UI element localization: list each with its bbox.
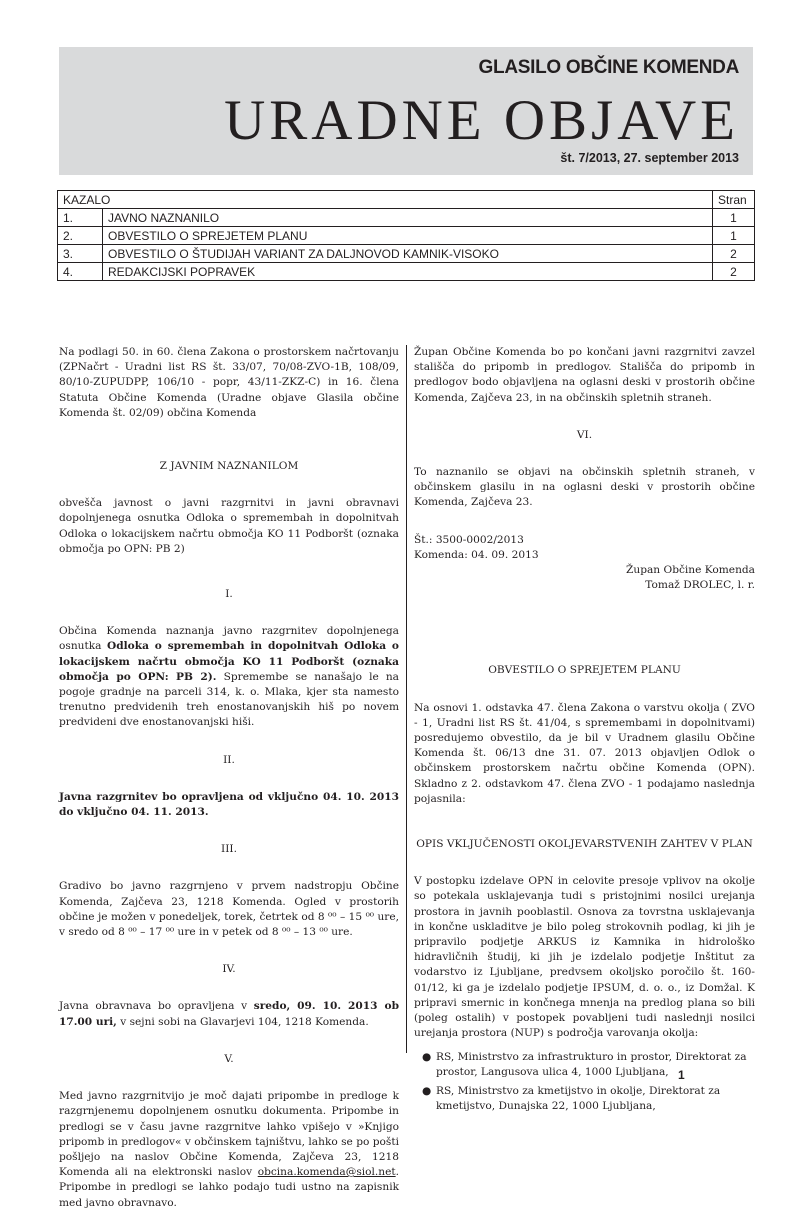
section-number: I. bbox=[225, 588, 233, 601]
bullet-icon: ● bbox=[422, 1050, 432, 1063]
section-4-paragraph: Javna obravnava bo opravljena v sredo, 09. 10. 2013 ob 17.00 uri, v sejni sobi na Glavarjevi 104, 1218 Komenda. bbox=[59, 1000, 399, 1028]
toc-row-title: OBVESTILO O ŠTUDIJAH VARIANT ZA DALJNOVOD KAMNIK-VISOKO bbox=[103, 245, 713, 263]
toc-row-title: REDAKCIJSKI POPRAVEK bbox=[103, 263, 713, 281]
toc-row-page: 2 bbox=[713, 245, 755, 263]
notice-heading: OBVESTILO O SPREJETEM PLANU bbox=[488, 664, 681, 677]
announcement-paragraph: obvešča javnost o javni razgrnitvi in javni obravnavi dopolnjenega osnutka Odloka o spremembah in dopolnitvah Odloka o lokacijskem načrtu območja KO 11 Podboršt (oznaka območja po OPN: PB 2) bbox=[59, 497, 399, 555]
toc-header-page: Stran bbox=[713, 191, 755, 209]
publication-name: GLASILO OBČINE KOMENDA bbox=[478, 57, 739, 78]
reference-number: Št.: 3500-0002/2013 bbox=[414, 533, 524, 546]
comments-paragraph: Župan Občine Komenda bo po končani javni razgrnitvi zavzel stališča do pripomb in predlogov. Stališča do pripomb in predlogov bodo objavljena na oglasni deski v prostorih občine Komenda, Zajčeva 23, in na občinskih spletnih straneh. bbox=[414, 346, 755, 404]
environment-heading: OPIS VKLJUČENOSTI OKOLJEVARSTVENIH ZAHTEV V PLAN bbox=[416, 838, 753, 851]
toc-header-label: KAZALO bbox=[58, 191, 713, 209]
email-link[interactable]: obcina.komenda@siol.net bbox=[257, 1166, 396, 1179]
document-date: Komenda: 04. 09. 2013 bbox=[414, 548, 539, 561]
publication-paragraph: To naznanilo se objavi na občinskih spletnih straneh, v občinskem glasilu in na oglasni deski v prostorih občine Komenda, Zajčeva 23. bbox=[414, 466, 755, 509]
section-1-bold: Odloka o spremembah in dopolnitvah Odloka o lokacijskem načrtu območja KO 11 Podboršt (oznaka območja po OPN: PB 2). bbox=[59, 640, 399, 683]
notice-paragraph: Na osnovi 1. odstavka 47. člena Zakona o varstvu okolja ( ZVO - 1, Uradni list RS št. 41/04, s spremembami in dopolnitvami) posredujemo obvestilo, da je bil v Uradnem glasilu Občine Komenda št. 06/13 dne 31. 07. 2013 objavljen Odlok o občinskem prostorskem načrtu občine Komenda (OPN). Skladno z 2. odstavkom 47. člena ZVO - 1 podajamo naslednja pojasnila: bbox=[414, 701, 755, 805]
announcement-heading: Z JAVNIM NAZNANILOM bbox=[159, 460, 299, 473]
toc-row-title: OBVESTILO O SPREJETEM PLANU bbox=[103, 227, 713, 245]
section-number: IV. bbox=[222, 963, 236, 976]
section-5-paragraph: Med javno razgrnitvijo je moč dajati pripombe in predloge k razgrnjenemu dopolnjenem osnutku dokumenta. Pripombe in predlogi se v času javne razgrnitve lahko vpišejo v »Knjigo pripomb in predlogov« v občinskem tajništvu, lahko se po pošti pošljejo na naslov Občine Komenda, Zajčeva 23, 1218 Komenda ali na elektronski naslov obcina.komenda@siol.net. Pripombe in predlogi se lahko podajo tudi ustno na zapisnik med javno obravnavo. bbox=[59, 1090, 399, 1209]
table-of-contents bbox=[57, 190, 755, 281]
right-column bbox=[414, 345, 755, 1118]
bullet-icon: ● bbox=[422, 1084, 432, 1097]
toc-row[interactable] bbox=[58, 209, 755, 227]
section-3-paragraph: Gradivo bo javno razgrnjeno v prvem nadstropju Občine Komenda, Zajčeva 23, 1218 Komenda. Ogled v prostorih občine je možen v ponedeljek, torek, četrtek od 8 ⁰⁰ – 15 ⁰⁰ ure, v sredo od 8 ⁰⁰ – 17 ⁰⁰ ure in v petek od 8 ⁰⁰ – 13 ⁰⁰ ure. bbox=[59, 880, 399, 939]
section-number: II. bbox=[223, 753, 235, 766]
list-item: ● RS, Ministrstvo za infrastrukturo in prostor, Direktorat za prostor, Langusova ulica 4, 1000 Ljubljana, bbox=[422, 1050, 747, 1078]
signature-title: Župan Občine Komenda bbox=[626, 564, 755, 577]
column-divider bbox=[406, 345, 407, 1053]
toc-header-row bbox=[58, 191, 755, 209]
masthead bbox=[59, 47, 753, 175]
list-item: ● RS, Ministrstvo za kmetijstvo in okolje, Direktorat za kmetijstvo, Dunajska 22, 1000 Ljubljana, bbox=[422, 1084, 721, 1113]
section-number: VI. bbox=[576, 428, 593, 441]
toc-row-number: 3. bbox=[58, 245, 103, 263]
intro-paragraph: Na podlagi 50. in 60. člena Zakona o prostorskem načrtovanju (ZPNačrt - Uradni list RS št. 33/07, 70/08-ZVO-1B, 108/09, 80/10-ZUPUDPP, 106/10 - popr, 43/11-ZKZ-C) in 16. člena Statuta Občine Komenda (Uradne objave Glasila občine Komenda št. 02/09) občina Komenda bbox=[59, 346, 399, 419]
environment-paragraph: V postopku izdelave OPN in celovite presoje vplivov na okolje so potekala usklajevanja tudi s pristojnimi nosilci urejanja prostora in javnih pooblastil. Osnova za tovrstna usklajevanja in končne uskladitve je bilo poleg strokovnih podlag, ki jih je pripravilo podjetje ARKUS iz Kamnika in hidrološko hidravličnih študij, ki jih je izdelalo podjetje Inštitut za vodarstvo iz Ljubljane, predvsem okoljsko poročilo št. 160-01/12, ki ga je izdelalo podjetje IPSUM, d. o. o., iz Domžal. K pripravi smernic in končnega mnenja na predlog plana so bili (poleg ostalih) v postopek povabljeni tudi naslednji nosilci urejanja prostora (NUP) s področja varovanja okolja: bbox=[414, 875, 755, 1040]
toc-row-number: 4. bbox=[58, 263, 103, 281]
toc-row-number: 2. bbox=[58, 227, 103, 245]
toc-row-page: 2 bbox=[713, 263, 755, 281]
toc-row-page: 1 bbox=[713, 227, 755, 245]
toc-row-title: JAVNO NAZNANILO bbox=[103, 209, 713, 227]
section-2-paragraph: Javna razgrnitev bo opravljena od vključno 04. 10. 2013 do vključno 04. 11. 2013. bbox=[59, 790, 399, 819]
publication-title: URADNE OBJAVE bbox=[224, 89, 739, 152]
toc-row-page: 1 bbox=[713, 209, 755, 227]
toc-row[interactable] bbox=[58, 245, 755, 263]
signature-name: Tomaž DROLEC, l. r. bbox=[645, 579, 755, 592]
toc-row-number: 1. bbox=[58, 209, 103, 227]
section-1-paragraph: Občina Komenda naznanja javno razgrnitev dopolnjenega osnutka Odloka o spremembah in dopolnitvah Odloka o lokacijskem načrtu območja KO 11 Podboršt (oznaka območja po OPN: PB 2). Spremembe se nanašajo le na pogoje gradnje na parceli 314, k. o. Mlaka, kjer sta namesto trenutno predvidenih treh enostanovanjskih hiš po novem predvideni dve enostanovanjski hiši. bbox=[59, 625, 399, 729]
page-number: 1 bbox=[678, 1068, 685, 1082]
toc-row[interactable] bbox=[58, 263, 755, 281]
left-column bbox=[59, 345, 399, 1211]
section-number: V. bbox=[224, 1052, 234, 1065]
authority-list bbox=[414, 1050, 755, 1115]
issue-info: št. 7/2013, 27. september 2013 bbox=[560, 151, 739, 165]
section-number: III. bbox=[221, 843, 237, 856]
toc-row[interactable] bbox=[58, 227, 755, 245]
section-4-bold: sredo, 09. 10. 2013 ob 17.00 uri, bbox=[59, 1000, 399, 1028]
